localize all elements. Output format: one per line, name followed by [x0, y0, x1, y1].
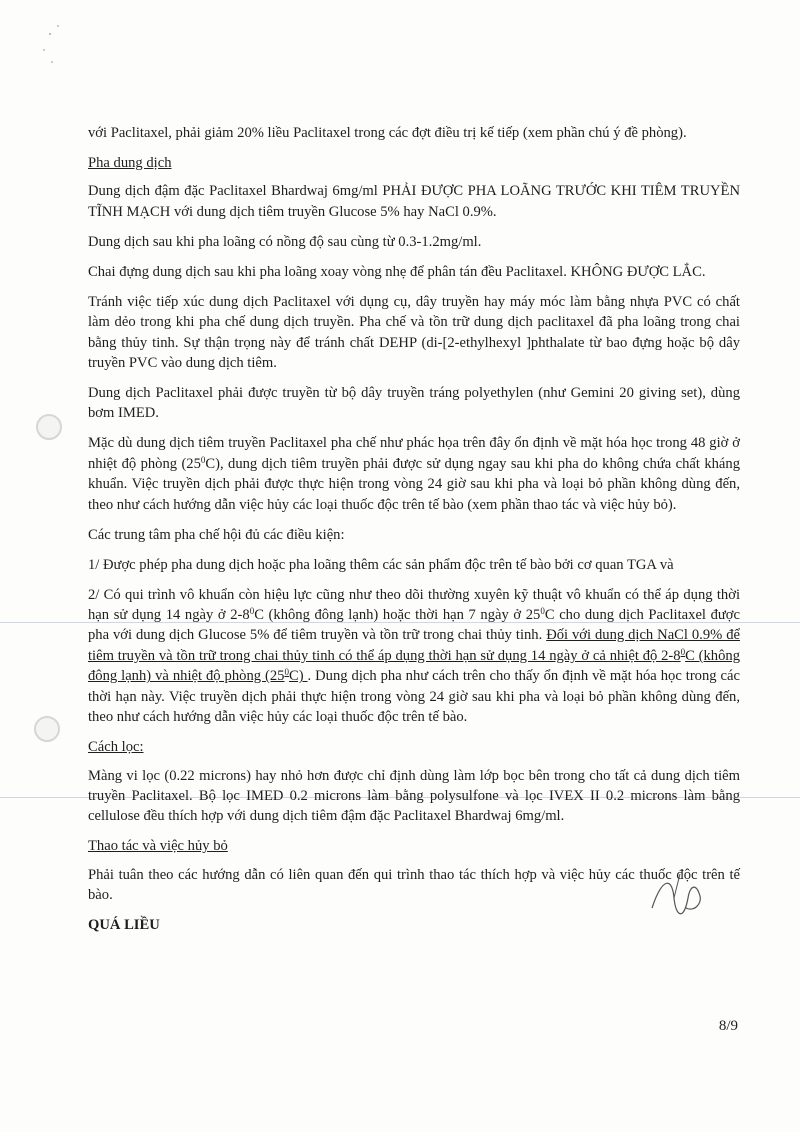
document-body — [88, 123, 740, 945]
text: C (không đông lạnh) hoặc thời hạn 7 ngày ở 25 — [254, 607, 541, 624]
text: C cho dung dịch Paclitaxel được pha với dung dịch Glucose 5% để tiêm truyền và tồn trữ trong chai thủy tinh. — [88, 607, 740, 644]
page-number: 8/9 — [718, 1018, 738, 1034]
section-heading-qua-lieu: QUÁ LIỀU — [88, 917, 160, 934]
underlined-text: Đối với dung dịch NaCl 0.9% để tiêm truyền và tồn trữ trong chai thủy tinh có thể áp dụng thời hạn sử dụng 14 ngày ở cả nhiệt độ 2-8 — [88, 627, 740, 664]
paragraph: Màng vi lọc (0.22 microns) hay nhỏ hơn được chỉ định dùng làm lớp bọc bên trong cho tất cả dung dịch tiêm truyền Paclitaxel. Bộ lọc IMED 0.2 microns làm bằng polysulfone và lọc IVEX II 0.2 microns làm bằng cellulose đều thích hợp với dung dịch tiêm đậm đặc Paclitaxel Bhardwaj 6mg/ml. — [88, 767, 740, 825]
section-heading-cach-loc: Cách lọc: — [88, 739, 144, 756]
paragraph: Dung dịch Paclitaxel phải được truyền từ bộ dây truyền tráng polyethylen (như Gemini 20 giving set), dùng bơm IMED. — [88, 385, 740, 422]
scan-specks — [40, 20, 80, 70]
superscript: 0 — [540, 606, 545, 617]
section-heading-pha-dung-dich: Pha dung dịch — [88, 155, 172, 171]
condition-1: 1/ Được phép pha dung dịch hoặc pha loãng thêm các sản phẩm độc trên tế bào bởi cơ quan TGA và — [88, 556, 674, 573]
superscript: 0 — [680, 646, 686, 657]
condition-2 — [88, 585, 740, 728]
punch-hole-top — [36, 414, 62, 440]
handwritten-initials — [644, 868, 714, 928]
paragraph-stability — [88, 433, 740, 515]
superscript: 0 — [284, 667, 289, 678]
text: . Dung dịch pha như cách trên cho thấy ổn định về mặt hóa học trong các thời hạn này. Việc truyền dịch phải thực hiện trong vòng 24 giờ sau khi pha và loại bỏ phần không dùng đến, theo như cách hướng dẫn việc hủy các loại thuốc độc trên tế bào. — [88, 668, 740, 726]
underlined-text: C) — [288, 668, 308, 685]
superscript: 0 — [249, 606, 255, 617]
text: C), dung dịch tiêm truyền phải được sử dụng ngay sau khi pha do không chứa chất kháng khuẩn. Việc truyền dịch phải được thực hiện trong vòng 24 giờ sau khi pha và loại bỏ phần không dùng đến, theo như cách hướng dẫn việc hủy các loại thuốc độc trên tế bào (xem phần thao tác và việc hủy bỏ). — [88, 455, 740, 513]
intro-paragraph: với Paclitaxel, phải giảm 20% liều Paclitaxel trong các đợt điều trị kế tiếp (xem phần chú ý đề phòng). — [88, 125, 687, 141]
paragraph: Phải tuân theo các hướng dẫn có liên quan đến qui trình thao tác thích hợp và việc hủy các thuốc độc trên tế bào. — [88, 866, 740, 904]
punch-hole-bottom — [34, 716, 60, 742]
paragraph: Tránh việc tiếp xúc dung dịch Paclitaxel với dụng cụ, dây truyền hay máy móc làm bằng nhựa PVC có chất làm dẻo trong khi pha chế dung dịch truyền. Pha chế và tồn trữ dung dịch paclitaxel đã pha loãng trong chai bằng thủy tinh. Sự thận trọng này để tránh chất DEHP (di-[2-ethylhexyl ]phthalate từ bao đựng hoặc bộ dây truyền PVC vào dung dịch tiêm. — [88, 293, 740, 372]
paragraph: Các trung tâm pha chế hội đủ các điều kiện: — [88, 526, 345, 543]
section-heading-thao-tac: Thao tác và việc hủy bỏ — [88, 838, 228, 855]
superscript: 0 — [200, 454, 206, 465]
paragraph: Dung dịch sau khi pha loãng có nồng độ sau cùng từ 0.3-1.2mg/ml. — [88, 233, 482, 250]
text: 2/ Có qui trình vô khuẩn còn hiệu lực cũng như theo dõi thường xuyên kỹ thuật vô khuẩn có thể áp dụng thời hạn sử dụng 14 ngày ở 2-8 — [88, 586, 740, 624]
underlined-text: C (không đông lạnh) và nhiệt độ phòng (25 — [88, 647, 740, 685]
paragraph: Dung dịch đậm đặc Paclitaxel Bhardwaj 6mg/ml PHẢI ĐƯỢC PHA LOÃNG TRƯỚC KHI TIÊM TRUYỀN TĨNH MẠCH với dung dịch tiêm truyền Glucose 5% hay NaCl 0.9%. — [88, 183, 740, 220]
paragraph: Chai đựng dung dịch sau khi pha loãng xoay vòng nhẹ để phân tán đều Paclitaxel. KHÔNG ĐƯỢC LẮC. — [88, 263, 706, 280]
text: Mặc dù dung dịch tiêm truyền Paclitaxel pha chế như phác họa trên đây ổn định về mặt hóa học trong 48 giờ ở nhiệt độ phòng (25 — [88, 435, 740, 472]
